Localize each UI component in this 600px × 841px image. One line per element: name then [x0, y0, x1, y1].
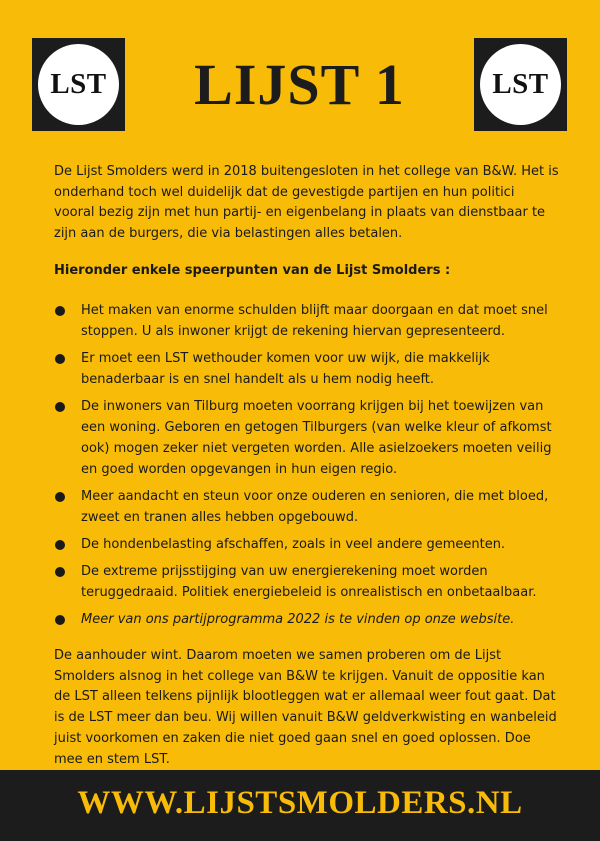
logo-right-text: LST [480, 44, 561, 125]
bullet-dot-icon [55, 492, 65, 502]
bullet-dot-icon [55, 306, 65, 316]
bullet-dot-icon [55, 402, 65, 412]
list-item [54, 561, 559, 603]
bullet-dot-icon [55, 567, 65, 577]
list-item-text: De extreme prijsstijging van uw energierekening moet worden teruggedraaid. Politiek energiebeleid is onrealistisch en onbetaalbaar. [81, 564, 537, 600]
bullet-dot-icon [55, 540, 65, 550]
logo-right [474, 38, 567, 131]
list-item-text: Er moet een LST wethouder komen voor uw wijk, die makkelijk benaderbaar is en snel handelt als u hem nodig heeft. [81, 351, 490, 387]
page-title: LIJST 1 [194, 52, 405, 117]
closing-paragraph: De aanhouder wint. Daarom moeten we samen proberen om de Lijst Smolders alsnog in het college van B&W te krijgen. Vanuit de oppositie kan de LST alleen telkens pijnlijk blootleggen wat er allemaal weer fout gaat. Dat is de LST meer dan beu. Wij willen vanuit B&W geldverkwisting en wanbeleid juist voorkomen en zaken die niet goed gaan snel en goed oplossen. Doe mee en stem LST. [54, 648, 557, 767]
list-item-text: De hondenbelasting afschaffen, zoals in veel andere gemeenten. [81, 537, 506, 552]
speerpunten-heading: Hieronder enkele speerpunten van de Lijst Smolders : [54, 263, 451, 278]
list-item [54, 348, 559, 390]
list-item-text: Meer aandacht en steun voor onze ouderen en senioren, die met bloed, zweet en tranen alles hebben opgebouwd. [81, 489, 549, 525]
list-item [54, 534, 559, 555]
list-item-text: Meer van ons partijprogramma 2022 is te vinden op onze website. [81, 612, 515, 627]
list-item-text: De inwoners van Tilburg moeten voorrang krijgen bij het toewijzen van een woning. Geboren en getogen Tilburgers (van welke kleur of afkomst ook) mogen zeker niet vergeten worden. Alle asielzoekers moeten veilig en goed worden opgevangen in hun eigen regio. [81, 399, 552, 477]
bullet-dot-icon [55, 354, 65, 364]
intro-paragraph: De Lijst Smolders werd in 2018 buitengesloten in het college van B&W. Het is onderhand toch wel duidelijk dat de gevestigde partijen en hun politici vooral bezig zijn met hun partij- en eigenbelang in plaats van dienstbaar te zijn aan de burgers, die via belastingen alles betalen. [54, 164, 559, 242]
bullet-dot-icon [55, 615, 65, 625]
website-url: WWW.LIJSTSMOLDERS.NL [77, 785, 523, 821]
list-item [54, 486, 559, 528]
list-item [54, 609, 559, 630]
list-item-text: Het maken van enorme schulden blijft maar doorgaan en dat moet snel stoppen. U als inwoner krijgt de rekening hiervan gepresenteerd. [81, 303, 548, 339]
footer-bar [0, 770, 600, 841]
list-item [54, 300, 559, 342]
logo-left-text: LST [38, 44, 119, 125]
logo-left [32, 38, 125, 131]
list-item [54, 396, 559, 480]
speerpunten-list [54, 300, 559, 636]
